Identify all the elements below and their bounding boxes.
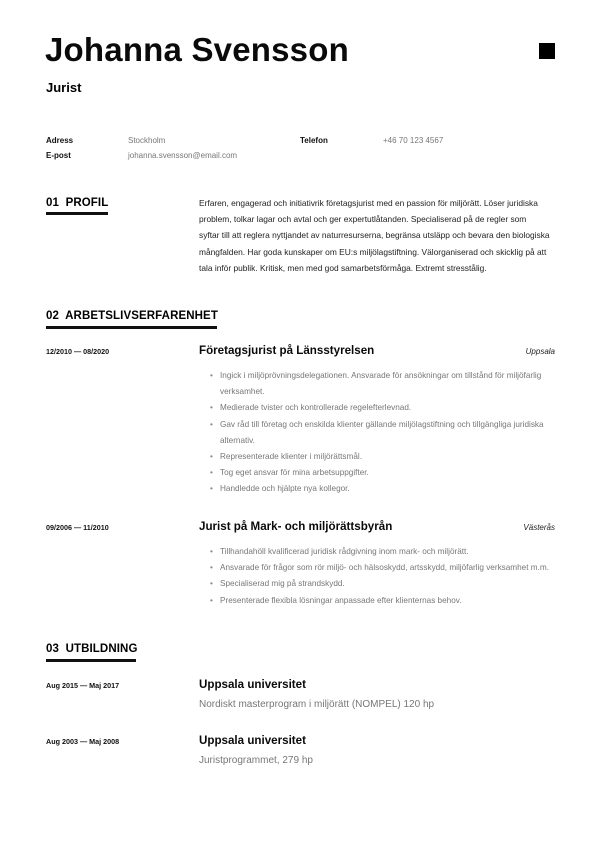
profile-summary	[199, 195, 561, 276]
job-bullet: • Specialiserad mig på strandskydd.	[210, 576, 562, 592]
job-bullet: • Ingick i miljöprövningsdelegationen. Ansvarade för ansökningar om tillstånd för miljöfarlig verksamhet.	[210, 368, 562, 400]
job-bullet: • Tog eget ansvar för mina arbetsuppgifter.	[210, 465, 562, 481]
job-bullet: • Gav råd till företag och enskilda klienter gällande miljölagstiftning och tillgängliga juridiska alternativ.	[210, 417, 562, 449]
bullet-icon: •	[210, 419, 213, 429]
profile-line: mångfalden. Har goda kunskaper om EU:s miljölagstiftning. Välorganiserad och skicklig på att	[199, 246, 547, 257]
section-heading-profile: 01 PROFIL	[46, 197, 109, 209]
profile-line: problem, tolkar lagar och avtal och ger expertutlåtanden. Specialiserad på de regler som	[199, 214, 527, 225]
address-label: Adress	[46, 136, 74, 145]
job-bullet: • Medierade tvister och kontrollerade regelefterlevnad.	[210, 400, 562, 416]
section-underline	[46, 659, 136, 662]
job-dates: 12/2010 — 08/2020	[46, 347, 110, 356]
phone-label: Telefon	[300, 136, 328, 145]
education-dates: Aug 2003 — Maj 2008	[46, 737, 120, 746]
section-heading-education: 03 UTBILDNING	[46, 643, 138, 655]
job-bullet: • Representerade klienter i miljörättsmål.	[210, 449, 562, 465]
job-location: Västerås	[523, 523, 555, 532]
job-bullet-list	[210, 544, 562, 609]
email-value: johanna.svensson@email.com	[128, 151, 238, 160]
education-description: Juristprogrammet, 279 hp	[199, 755, 313, 766]
profile-line: Erfaren, engagerad och initiativrik företagsjurist med en passion för miljörätt. Löser juridiska	[199, 198, 538, 208]
bullet-icon: •	[210, 371, 213, 380]
square-logo-icon	[539, 43, 555, 59]
section-heading-experience: 02 ARBETSLIVSERFARENHET	[46, 310, 218, 322]
section-underline	[46, 212, 108, 215]
job-title: Jurist på Mark- och miljörättsbyrån	[199, 520, 393, 533]
bullet-icon: •	[210, 484, 213, 494]
profile-line: tala inför publik. Kritisk, men med god samarbetsförmåga. Extremt stresstålig.	[199, 262, 487, 273]
bullet-icon: •	[210, 595, 213, 605]
bullet-icon: •	[210, 452, 213, 462]
job-bullet-list	[210, 368, 562, 498]
section-underline	[46, 326, 217, 329]
education-school: Uppsala universitet	[199, 734, 306, 747]
education-description: Nordiskt masterprogram i miljörätt (NOMPEL) 120 hp	[199, 699, 435, 710]
job-location: Uppsala	[525, 347, 555, 356]
address-value: Stockholm	[128, 136, 166, 145]
bullet-icon: •	[210, 579, 213, 589]
job-bullet: • Presenterade flexibla lösningar anpassade efter klienternas behov.	[210, 593, 562, 609]
bullet-icon: •	[210, 563, 213, 573]
candidate-job-title: Jurist	[46, 80, 82, 95]
bullet-icon: •	[210, 468, 213, 478]
education-dates: Aug 2015 — Maj 2017	[46, 681, 120, 690]
job-bullet: • Tillhandahöll kvalificerad juridisk rådgivning inom mark- och miljörätt.	[210, 544, 562, 560]
bullet-icon: •	[210, 403, 213, 413]
email-label: E-post	[46, 151, 71, 160]
job-bullet: • Ansvarade för frågor som rör miljö- och hälsoskydd, artsskydd, miljöfarlig verksamhet m.m.	[210, 560, 562, 576]
phone-value: +46 70 123 4567	[383, 136, 444, 145]
bullet-icon: •	[210, 547, 213, 556]
job-bullet: • Handledde och hjälpte nya kollegor.	[210, 481, 562, 497]
job-title: Företagsjurist på Länsstyrelsen	[199, 344, 375, 357]
candidate-name: Johanna Svensson	[45, 31, 349, 68]
job-dates: 09/2006 — 11/2010	[46, 523, 109, 532]
profile-line: syftar till att reglera nyttjandet av naturresurserna, begränsa utsläpp och bevara den biologiska	[199, 230, 550, 241]
education-school: Uppsala universitet	[199, 678, 306, 691]
